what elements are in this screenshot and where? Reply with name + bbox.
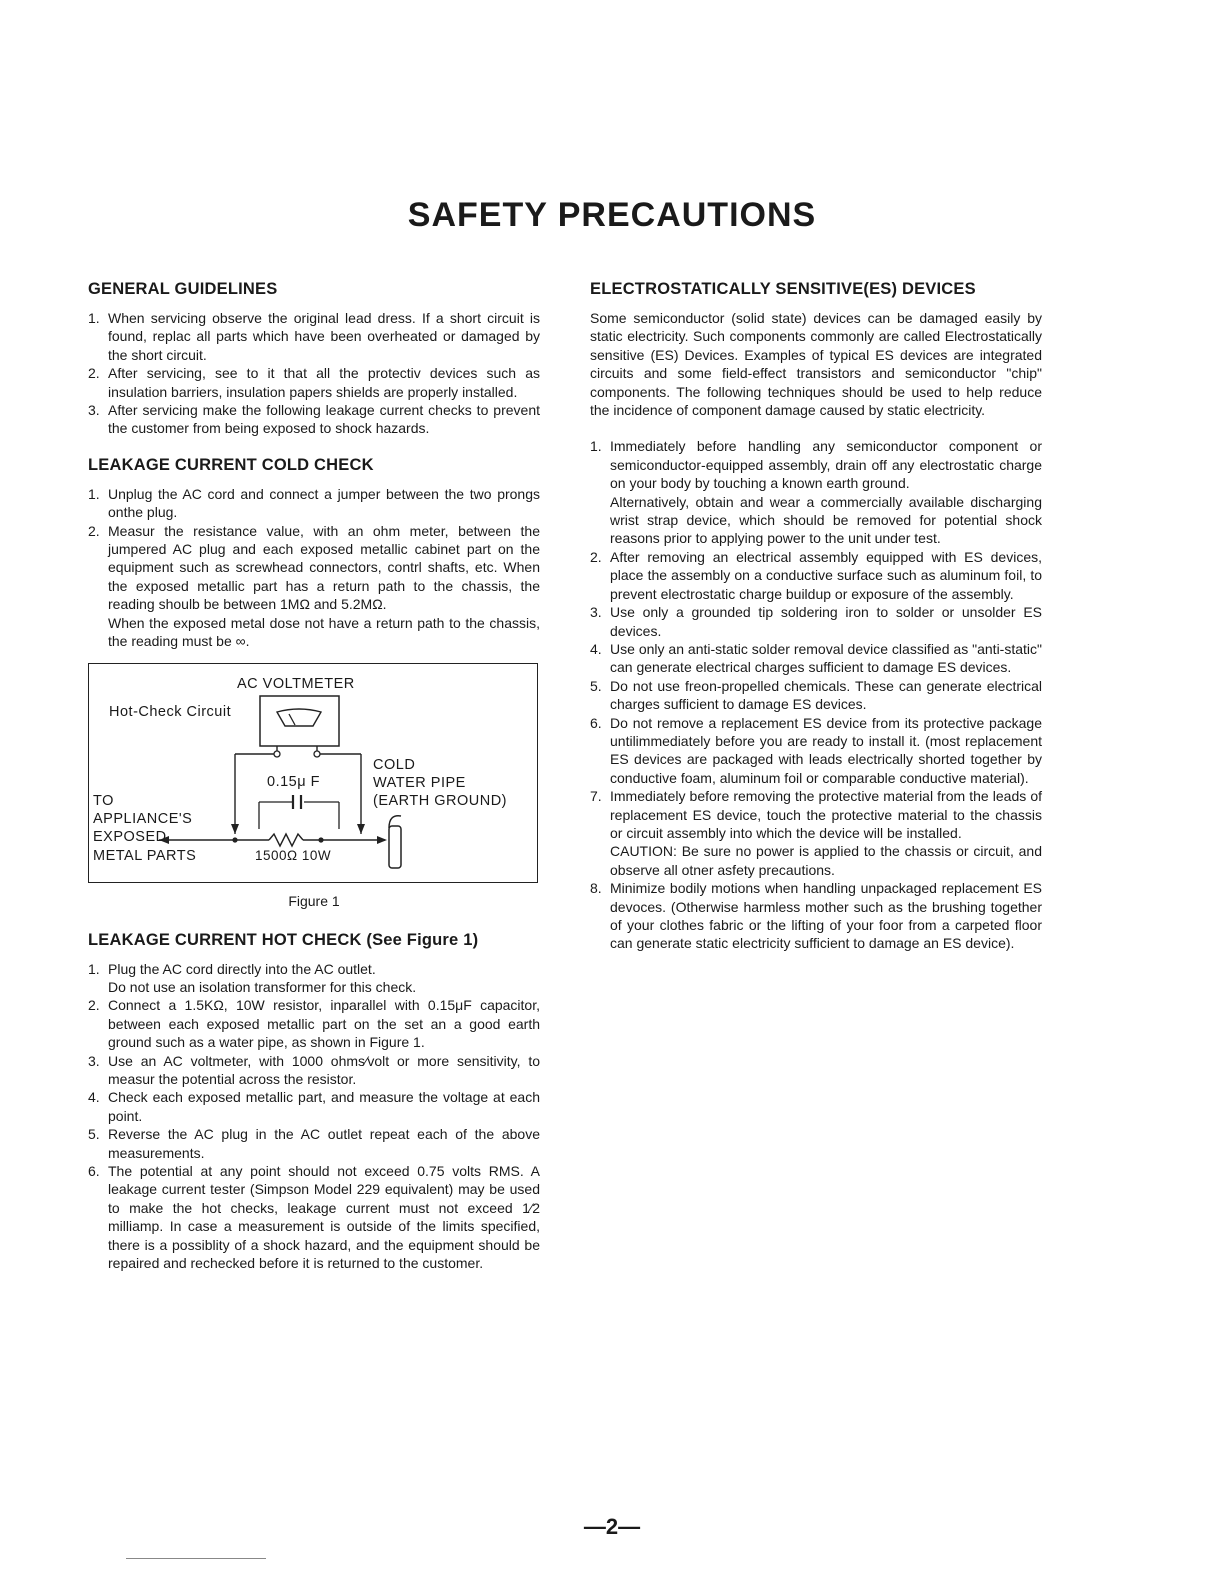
earth-ground-label: (EARTH GROUND) <box>373 792 508 809</box>
appliances-label: APPLIANCE'S <box>93 810 193 827</box>
left-column <box>88 280 540 1272</box>
list-item: 1. Immediately before handling any semiconductor component or semiconductor-equipped assembly, drain off any electrostatic charge on your body by touching a known earth ground. Alternatively, obtain and wear a commercially available discharging wrist strap device, which should be removed for potential shock reasons prior to applying power to the unit under test. <box>590 438 1042 547</box>
list-item: 5. Do not use freon-propelled chemicals. These can generate electrical charges sufficient to damage ES devices. <box>590 677 1042 713</box>
list-item: 4. Use only an anti-static solder removal device classified as "anti-static" can generate electrical charges sufficient to damage ES devices. <box>590 640 1042 676</box>
list-item: 3. After servicing make the following leakage current checks to prevent the customer from being exposed to shock hazards. <box>88 402 540 437</box>
list-item: 2. After servicing, see to it that all the protectiv devices such as insulation barriers, insulation papers shields are properly installed. <box>88 365 540 400</box>
resistor-icon <box>269 834 303 846</box>
capacitor-label: 0.15μ F <box>267 773 320 790</box>
water-pipe-icon <box>389 826 401 868</box>
list-item: 1. When servicing observe the original lead dress. If a short circuit is found, replac all parts which have been overheated or damaged by the short circuit. <box>88 310 540 363</box>
list-item: 6. Do not remove a replacement ES device from its protective package untilimmediately before you are ready to install it. (most replacement ES devices are packaged with leads electrically shorted together by conductive foam, aluminum foil or comparable conductive material). <box>590 714 1042 786</box>
hot-check-circuit-label: Hot-Check Circuit <box>109 703 232 720</box>
es-devices-list <box>590 437 1042 952</box>
hot-check-heading: LEAKAGE CURRENT HOT CHECK (See Figure 1) <box>88 930 479 949</box>
water-pipe-label: WATER PIPE <box>373 774 466 791</box>
meter-icon <box>277 709 321 726</box>
cold-check-list <box>88 485 540 651</box>
cold-check-heading: LEAKAGE CURRENT COLD CHECK <box>88 455 374 474</box>
metal-parts-label: METAL PARTS <box>93 847 197 864</box>
resistor-label: 1500Ω 10W <box>255 847 332 863</box>
list-item: 6. The potential at any point should not exceed 0.75 volts RMS. A leakage current tester (Simpson Model 229 equivalent) may be used to make the hot checks, leakage current must not exceed 1⁄2 milliamp. In case a measurement is outside of the limits specified, there is a possiblity of a shock hazard, and the equipment should be repaired and rechecked before it is returned to the customer. <box>88 1162 540 1271</box>
es-devices-heading: ELECTROSTATICALLY SENSITIVE(ES) DEVICES <box>590 280 976 298</box>
figure-caption: Figure 1 <box>288 892 340 909</box>
es-devices-intro: Some semiconductor (solid state) devices can be damaged easily by static electricity. Such components commonly are called Electrostatically sensitive (ES) Devices. Examples of typical ES devices are integrated circuits and some field-effect transistors and semiconductor "chip" components. The following techniques should be used to help reduce the incidence of component damage caused by static electricity. <box>590 310 1042 419</box>
ac-voltmeter-label: AC VOLTMETER <box>237 675 355 692</box>
list-item: 2. Measur the resistance value, with an ohm meter, between the jumpered AC plug and each exposed metallic cabinet part on the equipment such as screwhead connectors, contrl shafts, etc. When the exposed metallic part has a return path to the chassis, the reading shoulb be between 1MΩ and 5.2MΩ. When the exposed metal dose not have a return path to the chassis, the reading must be ∞. <box>88 522 540 650</box>
voltmeter-box <box>260 696 339 746</box>
list-item: 1. Plug the AC cord directly into the AC outlet. Do not use an isolation transformer for this check. <box>88 960 417 995</box>
terminal-icon <box>274 751 280 757</box>
general-guidelines-list <box>88 309 540 438</box>
terminal-icon <box>314 751 320 757</box>
list-item: 4. Check each exposed metallic part, and measure the voltage at each point. <box>88 1089 540 1124</box>
page-title: SAFETY PRECAUTIONS <box>407 196 817 234</box>
general-guidelines-heading: GENERAL GUIDELINES <box>88 280 278 298</box>
exposed-label: EXPOSED <box>93 828 167 845</box>
hot-check-circuit-figure <box>88 663 538 883</box>
right-column <box>590 280 1042 953</box>
list-item: 8. Minimize bodily motions when handling unpackaged replacement ES devoces. (Otherwise harmless mother such as the brushing together of your clothes fabric or the lifting of your foor from a carpeted floor can generate static electricity sufficient to damage an ES device). <box>590 880 1042 952</box>
list-item: 2. Connect a 1.5KΩ, 10W resistor, inparallel with 0.15μF capacitor, between each exposed metallic part on the set an a good earth ground such as a water pipe, as shown in Figure 1. <box>88 997 540 1051</box>
divider <box>126 1558 266 1559</box>
list-item: 2. After removing an electrical assembly equipped with ES devices, place the assembly on a conductive surface such as aluminum foil, to prevent electrostatic charge buildup or exposure of the assembly. <box>590 548 1042 602</box>
list-item: 7. Immediately before removing the protective material from the leads of replacement ES device, touch the protective material to the chassis or circuit assembly into which the device will be installed. CAUTION: Be sure no power is applied to the chassis or circuit, and observe all otner asfety precautions. <box>590 788 1042 878</box>
list-item: 3. Use an AC voltmeter, with 1000 ohms⁄volt or more sensitivity, to measur the potential across the resistor. <box>88 1052 540 1087</box>
page-number: —2— <box>583 1514 641 1539</box>
to-label: TO <box>93 792 114 809</box>
list-item: 3. Use only a grounded tip soldering iron to solder or unsolder ES devices. <box>590 604 1042 639</box>
hot-check-list <box>88 960 540 1273</box>
cold-label: COLD <box>373 756 416 773</box>
list-item: 1. Unplug the AC cord and connect a jumper between the two prongs onthe plug. <box>88 485 540 521</box>
list-item: 5. Reverse the AC plug in the AC outlet repeat each of the above measurements. <box>88 1126 540 1161</box>
